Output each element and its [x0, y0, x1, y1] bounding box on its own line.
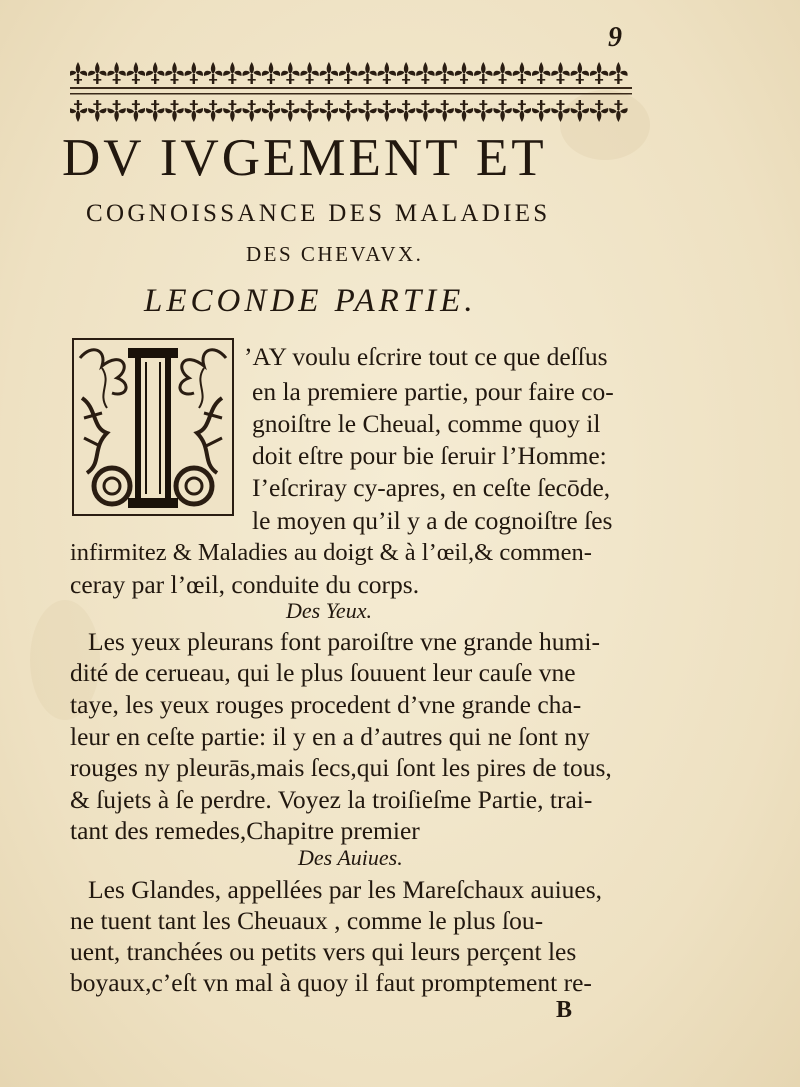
fleuron-icon	[281, 62, 299, 84]
fleuron-icon	[397, 100, 415, 122]
fleuron-icon	[493, 100, 511, 122]
fleuron-icon	[185, 62, 203, 84]
text-line: leur en ceſte partie: il y en a d’autres qui ne ſont ny	[70, 722, 590, 751]
fleuron-icon	[107, 62, 125, 84]
text-line: ne tuent tant les Cheuaux , comme le plus ſou-	[70, 906, 544, 935]
fleuron-icon	[416, 100, 434, 122]
fleuron-icon	[223, 62, 241, 84]
fleuron-icon	[551, 100, 569, 122]
fleuron-icon	[107, 100, 125, 122]
title-main: DV IVGEMENT ET	[62, 129, 547, 187]
title-subtitle-2: DES CHEVAVX.	[246, 242, 424, 266]
fleuron-icon	[378, 100, 396, 122]
fleuron-icon	[88, 100, 106, 122]
section-heading: Des Yeux.	[286, 598, 372, 623]
fleuron-icon	[127, 100, 145, 122]
section-heading: Des Auiues.	[298, 845, 403, 870]
fleuron-icon	[300, 62, 318, 84]
fleuron-icon	[436, 62, 454, 84]
fleuron-icon	[358, 62, 376, 84]
fleuron-icon	[320, 62, 338, 84]
fleuron-icon	[571, 100, 589, 122]
fleuron-icon	[532, 100, 550, 122]
fleuron-icon	[185, 100, 203, 122]
text-line: taye, les yeux rouges procedent d’vne grande cha-	[70, 690, 582, 719]
fleuron-icon	[358, 100, 376, 122]
fleuron-icon	[243, 100, 261, 122]
fleuron-icon	[339, 62, 357, 84]
text-line: en la premiere partie, pour faire co-	[252, 377, 614, 406]
fleuron-icon	[590, 62, 608, 84]
fleuron-icon	[223, 100, 241, 122]
fleuron-icon	[493, 62, 511, 84]
text-line: tant des remedes,Chapitre premier	[70, 816, 420, 845]
fleuron-ornament-band	[70, 58, 632, 128]
fleuron-icon	[513, 100, 531, 122]
text-line: le moyen qu’il y a de cognoiſtre ſes	[252, 506, 613, 535]
fleuron-icon	[474, 62, 492, 84]
fleuron-icon	[378, 62, 396, 84]
page-number: 9	[608, 22, 622, 53]
fleuron-icon	[146, 62, 164, 84]
fleuron-icon	[146, 100, 164, 122]
text-line: rouges ny pleurās,mais ſecs,qui ſont les pires de tous,	[70, 753, 612, 782]
text-line: dité de cerueau, qui le plus ſouuent leur cauſe vne	[70, 658, 576, 687]
fleuron-icon	[70, 100, 87, 122]
text-line: infirmitez & Maladies au doigt & à l’œil,& commen-	[70, 539, 592, 566]
fleuron-icon	[88, 62, 106, 84]
fleuron-icon	[397, 62, 415, 84]
text-line: ceray par l’œil, conduite du corps.	[70, 570, 420, 599]
text-line: doit eſtre pour bie ſeruir l’Homme:	[252, 441, 607, 470]
text-line: gnoiſtre le Cheual, comme quoy il	[252, 409, 601, 438]
fleuron-icon	[262, 100, 280, 122]
text-line: uent, tranchées ou petits vers qui leurs perçent les	[70, 937, 577, 966]
fleuron-icon	[165, 100, 183, 122]
fleuron-icon	[300, 100, 318, 122]
fleuron-icon	[416, 62, 434, 84]
fleuron-icon	[513, 62, 531, 84]
fleuron-icon	[243, 62, 261, 84]
title-subtitle: COGNOISSANCE DES MALADIES	[86, 200, 551, 227]
fleuron-icon	[590, 100, 608, 122]
fleuron-icon	[571, 62, 589, 84]
fleuron-icon	[609, 62, 627, 84]
fleuron-icon	[70, 62, 87, 84]
fleuron-icon	[165, 62, 183, 84]
signature-mark: B	[556, 997, 573, 1023]
text-line: & ſujets à ſe perdre. Voyez la troiſieſme Partie, trai-	[70, 785, 593, 814]
fleuron-icon	[436, 100, 454, 122]
fleuron-icon	[455, 62, 473, 84]
text-line: Les Glandes, appellées par les Mareſchaux auiues,	[88, 875, 603, 904]
text-line: I’eſcriray cy-apres, en ceſte ſecōde,	[252, 473, 611, 502]
fleuron-icon	[320, 100, 338, 122]
fleuron-icon	[204, 100, 222, 122]
fleuron-icon	[262, 62, 280, 84]
fleuron-icon	[455, 100, 473, 122]
fleuron-icon	[127, 62, 145, 84]
text-line: ’AY voulu eſcrire tout ce que deſſus	[244, 342, 608, 371]
fleuron-icon	[281, 100, 299, 122]
fleuron-icon	[532, 62, 550, 84]
fleuron-icon	[551, 62, 569, 84]
fleuron-icon	[609, 100, 627, 122]
text-line: boyaux,c’eſt vn mal à quoy il faut promptement re-	[70, 968, 592, 997]
fleuron-icon	[474, 100, 492, 122]
part-heading: LECONDE PARTIE.	[144, 283, 477, 319]
fleuron-icon	[339, 100, 357, 122]
text-line: Les yeux pleurans font paroiſtre vne grande humi-	[88, 627, 600, 656]
fleuron-icon	[204, 62, 222, 84]
decorated-initial-illustration	[72, 338, 234, 516]
